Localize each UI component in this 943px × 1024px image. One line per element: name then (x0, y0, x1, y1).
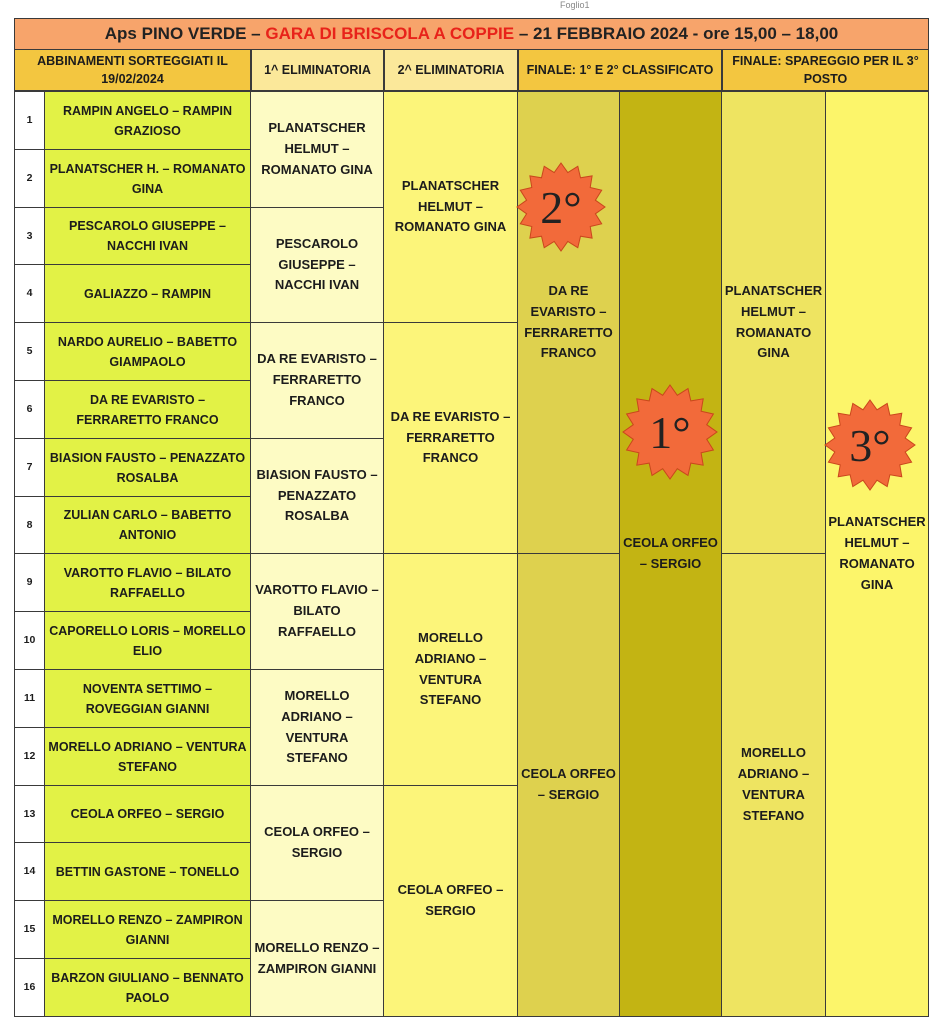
round2-winner: DA RE EVARISTO – FERRARETTO FRANCO (383, 322, 518, 554)
pair-number: 10 (14, 611, 45, 670)
pair-number: 1 (14, 91, 45, 150)
round1-winner: PLANATSCHER HELMUT – ROMANATO GINA (250, 91, 384, 208)
round2-winner: MORELLO ADRIANO – VENTURA STEFANO (383, 553, 518, 786)
pair-name: GALIAZZO – RAMPIN (44, 264, 251, 323)
final3-finalist-bottom: MORELLO ADRIANO – VENTURA STEFANO (721, 553, 826, 1017)
pair-name: NOVENTA SETTIMO – ROVEGGIAN GIANNI (44, 669, 251, 728)
pair-name: CEOLA ORFEO – SERGIO (44, 785, 251, 843)
pair-name: CAPORELLO LORIS – MORELLO ELIO (44, 611, 251, 670)
pair-name: MORELLO ADRIANO – VENTURA STEFANO (44, 727, 251, 786)
pair-name: BETTIN GASTONE – TONELLO (44, 842, 251, 901)
header-round2: 2^ ELIMINATORIA (384, 49, 518, 91)
pair-number: 9 (14, 553, 45, 612)
final12-winner: CEOLA ORFEO – SERGIO (619, 91, 722, 1017)
pair-name: PLANATSCHER H. – ROMANATO GINA (44, 149, 251, 208)
final3-finalist-top: PLANATSCHER HELMUT – ROMANATO GINA (721, 91, 826, 554)
pair-name: NARDO AURELIO – BABETTO GIAMPAOLO (44, 322, 251, 381)
title-suffix: – 21 FEBBRAIO 2024 - ore 15,00 – 18,00 (518, 24, 839, 44)
header-final12: FINALE: 1° E 2° CLASSIFICATO (518, 49, 722, 91)
pair-name: VAROTTO FLAVIO – BILATO RAFFAELLO (44, 553, 251, 612)
pair-number: 13 (14, 785, 45, 843)
header-final3: FINALE: SPAREGGIO PER IL 3° POSTO (722, 49, 929, 91)
header-round1: 1^ ELIMINATORIA (251, 49, 384, 91)
final12-finalist-bottom: CEOLA ORFEO – SERGIO (517, 553, 620, 1017)
pair-name: MORELLO RENZO – ZAMPIRON GIANNI (44, 900, 251, 959)
pair-number: 11 (14, 669, 45, 728)
pair-number: 8 (14, 496, 45, 554)
third-place-badge-text: 3° (849, 419, 891, 471)
round1-winner: BIASION FAUSTO – PENAZZATO ROSALBA (250, 438, 384, 554)
pair-number: 12 (14, 727, 45, 786)
title-bar (14, 18, 929, 50)
pair-name: BIASION FAUSTO – PENAZZATO ROSALBA (44, 438, 251, 497)
title-prefix: Aps PINO VERDE – (104, 24, 261, 44)
pair-name: RAMPIN ANGELO – RAMPIN GRAZIOSO (44, 91, 251, 150)
second-place-badge (516, 162, 606, 252)
pair-number: 6 (14, 380, 45, 439)
final3-winner: PLANATSCHER HELMUT – ROMANATO GINA (825, 91, 929, 1017)
pair-number: 2 (14, 149, 45, 208)
round1-winner: CEOLA ORFEO – SERGIO (250, 785, 384, 901)
third-place-badge (824, 399, 916, 491)
first-place-badge (622, 384, 718, 480)
pair-number: 15 (14, 900, 45, 959)
pair-number: 5 (14, 322, 45, 381)
round2-winner: CEOLA ORFEO – SERGIO (383, 785, 518, 1017)
pair-name: BARZON GIULIANO – BENNATO PAOLO (44, 958, 251, 1017)
second-place-badge-text: 2° (540, 181, 582, 233)
header-pairs: ABBINAMENTI SORTEGGIATI IL 19/02/2024 (14, 49, 251, 91)
pair-name: DA RE EVARISTO – FERRARETTO FRANCO (44, 380, 251, 439)
round1-winner: MORELLO ADRIANO – VENTURA STEFANO (250, 669, 384, 786)
pair-name: ZULIAN CARLO – BABETTO ANTONIO (44, 496, 251, 554)
pair-number: 16 (14, 958, 45, 1017)
round1-winner: MORELLO RENZO – ZAMPIRON GIANNI (250, 900, 384, 1017)
round1-winner: PESCAROLO GIUSEPPE – NACCHI IVAN (250, 207, 384, 323)
pair-number: 4 (14, 264, 45, 323)
pair-number: 14 (14, 842, 45, 901)
title-event: GARA DI BRISCOLA A COPPIE (265, 24, 515, 44)
sheet-label: Foglio1 (560, 0, 590, 10)
pair-name: PESCAROLO GIUSEPPE – NACCHI IVAN (44, 207, 251, 265)
round1-winner: VAROTTO FLAVIO – BILATO RAFFAELLO (250, 553, 384, 670)
pair-number: 7 (14, 438, 45, 497)
final12-finalist-top: DA RE EVARISTO – FERRARETTO FRANCO (517, 91, 620, 554)
first-place-badge-text: 1° (649, 406, 691, 458)
pair-number: 3 (14, 207, 45, 265)
round2-winner: PLANATSCHER HELMUT – ROMANATO GINA (383, 91, 518, 323)
round1-winner: DA RE EVARISTO – FERRARETTO FRANCO (250, 322, 384, 439)
